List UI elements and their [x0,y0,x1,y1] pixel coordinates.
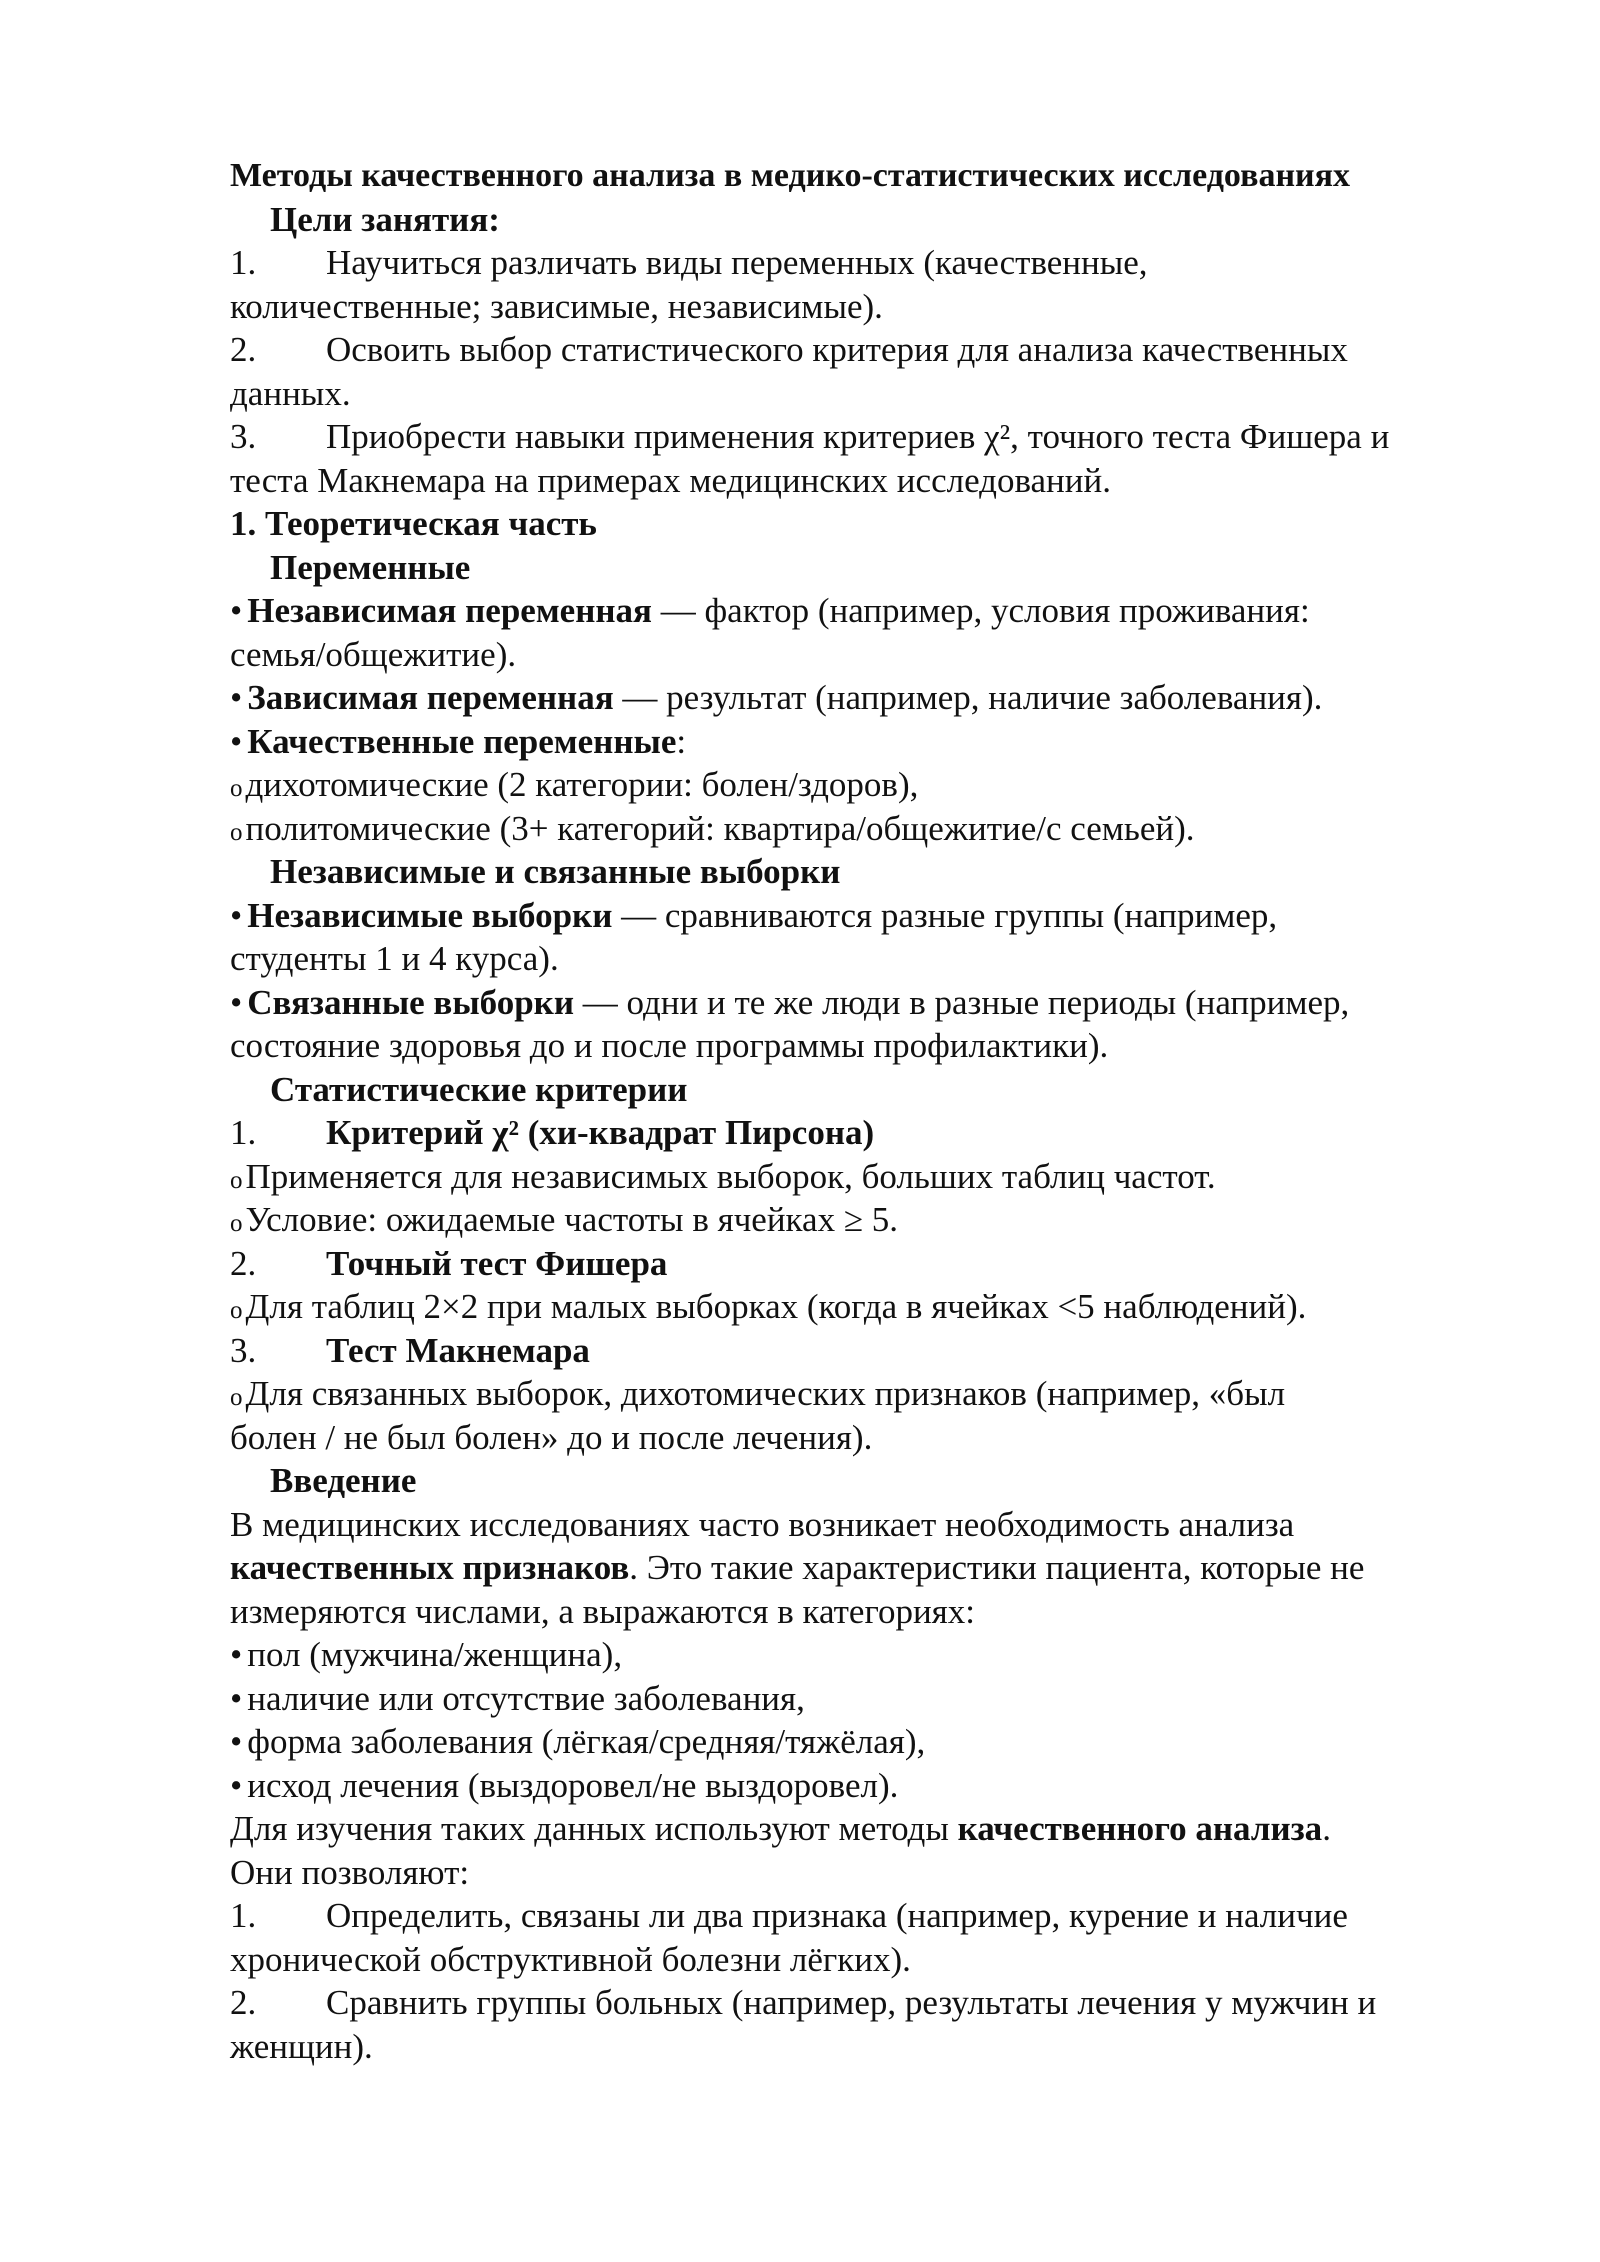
bullet-item [230,1679,805,1719]
bold-text: 1. Теоретическая часть [230,504,597,543]
bullet-item [230,1766,898,1806]
text-segment: Освоить выбор статистического критерия для анализа качественных [326,330,1348,369]
item-number: 2. [230,1983,257,2022]
section-heading [270,852,840,892]
bullet-item [230,591,1310,631]
text-line [230,504,597,544]
text-line [230,461,1111,501]
item-number: 3. [230,1330,257,1370]
sub-bullet-marker: o [230,1210,243,1237]
text-line [230,1940,911,1980]
text-segment: : [676,721,687,761]
section-heading [270,548,470,588]
text-segment: Определить, связаны ли два признака (например, курение и наличие [326,1896,1348,1935]
text-segment: — результат (например, наличие заболевания). [613,678,1323,717]
text-segment: пол (мужчина/женщина), [247,1635,623,1674]
text-line [230,1592,975,1632]
text-segment: Для изучения таких данных используют методы [230,1809,958,1848]
numbered-item [230,1896,1348,1936]
bold-text: качественных признаков [230,1548,630,1587]
text-segment: состояние здоровья до и после программы профилактики). [230,1026,1109,1065]
text-segment: Они позволяют: [230,1852,470,1892]
text-segment: измеряются числами, а выражаются в категориях: [230,1591,975,1631]
item-number: 3. [230,417,257,456]
text-line [230,1505,1294,1545]
item-number: 2. [230,330,257,369]
numbered-item [230,1244,667,1284]
section-heading [270,1070,687,1110]
text-segment: В медицинских исследованиях часто возникает необходимость анализа [230,1504,1295,1544]
text-segment: Условие: ожидаемые частоты в ячейках ≥ 5. [245,1200,899,1239]
text-segment: — фактор (например, условия проживания: [652,591,1310,630]
text-segment: женщин). [230,2026,373,2066]
bold-text: Независимая переменная [247,591,652,630]
bullet-marker: • [230,678,243,717]
section-heading [270,1461,416,1501]
text-segment: Для связанных выборок, дихотомических признаков (например, «был [245,1374,1286,1413]
bold-text: Критерий χ² (хи-квадрат Пирсона) [326,1113,875,1152]
sub-bullet-item [230,1287,1306,1331]
bullet-marker: • [230,1635,243,1674]
bold-text: Переменные [270,547,471,587]
sub-bullet-marker: o [230,775,243,802]
item-number: 1. [230,1113,257,1152]
text-line [230,1809,1331,1849]
bold-text: Качественные переменные [247,721,677,761]
text-segment: исход лечения (выздоровел/не выздоровел). [247,1765,899,1805]
bold-text: Статистические критерии [270,1069,688,1109]
text-line [230,287,883,327]
text-segment: . [1322,1809,1331,1848]
bullet-item [230,896,1277,936]
numbered-item [230,330,1348,370]
bold-text: Точный тест Фишера [326,1243,668,1283]
item-number: 2. [230,1243,257,1283]
text-segment: Приобрести навыки применения критериев χ², точного теста Фишера и [326,417,1390,456]
bold-text: Зависимая переменная [247,678,614,717]
bullet-marker: • [230,982,243,1022]
bold-text: Тест Макнемара [326,1330,590,1370]
numbered-item [230,1983,1376,2023]
numbered-item [230,417,1389,457]
text-line [230,374,351,414]
text-segment: форма заболевания (лёгкая/средняя/тяжёлая), [247,1722,926,1761]
text-segment: Для таблиц 2×2 при малых выборках (когда в ячейках <5 наблюдений). [245,1287,1307,1326]
bullet-item [230,1722,925,1762]
text-segment: — сравниваются разные группы (например, [612,895,1278,935]
text-line [230,939,559,979]
bullet-item [230,1635,622,1675]
sub-bullet-marker: o [230,1297,243,1324]
item-number: 1. [230,1896,257,1935]
numbered-item [230,1113,874,1153]
bullet-item [230,722,686,762]
bullet-marker: • [230,591,243,630]
bullet-item [230,678,1322,718]
sub-bullet-marker: o [230,1166,243,1194]
bold-text: Связанные выборки [247,982,574,1022]
sub-bullet-marker: o [230,818,243,846]
document-title [230,156,1350,196]
text-segment: студенты 1 и 4 курса). [230,939,559,978]
text-line [230,1026,1108,1066]
text-segment: Применяется для независимых выборок, больших таблиц частот. [245,1156,1216,1196]
text-line [230,1548,1364,1588]
text-segment: семья/общежитие). [230,634,517,674]
bullet-item [230,983,1349,1023]
text-line [230,635,516,675]
bullet-marker: • [230,1722,243,1761]
text-line [230,1418,872,1458]
text-segment: — одни и те же люди в разные периоды (например, [574,982,1350,1022]
text-segment: . Это такие характеристики пациента, которые не [629,1548,1365,1587]
item-number: 1. [230,243,257,282]
text-segment: наличие или отсутствие заболевания, [247,1678,805,1718]
text-segment: данных. [230,373,351,413]
numbered-item [230,1331,590,1371]
bold-text: Независимые выборки [247,895,613,935]
text-segment: болен / не был болен» до и после лечения). [230,1417,873,1457]
sub-bullet-item [230,765,918,809]
text-segment: политомические (3+ категорий: квартира/общежитие/с семьей). [245,808,1195,848]
text-segment: теста Макнемара на примерах медицинских исследований. [230,460,1111,500]
bullet-marker: • [230,1765,243,1805]
bold-text: Методы качественного анализа в медико-статистических исследованиях [230,157,1351,194]
sub-bullet-item [230,1157,1216,1201]
text-segment: Научиться различать виды переменных (качественные, [326,243,1148,282]
bold-text: Цели занятия: [270,199,500,239]
bold-text: Независимые и связанные выборки [270,852,841,891]
section-heading [270,200,500,240]
bullet-marker: • [230,1678,243,1718]
sub-bullet-item [230,1200,898,1244]
text-line [230,1853,469,1893]
text-segment: хронической обструктивной болезни лёгких). [230,1939,911,1979]
bullet-marker: • [230,721,243,761]
sub-bullet-marker: o [230,1384,243,1411]
bullet-marker: • [230,895,243,935]
sub-bullet-item [230,1374,1285,1418]
text-segment: Сравнить группы больных (например, результаты лечения у мужчин и [326,1983,1377,2022]
numbered-item [230,243,1148,283]
bold-text: Введение [270,1461,417,1500]
sub-bullet-item [230,809,1195,853]
text-segment: количественные; зависимые, независимые). [230,286,883,326]
bold-text: качественного анализа [957,1809,1323,1848]
text-segment: дихотомические (2 категории: болен/здоров), [245,765,919,804]
text-line [230,2027,373,2067]
